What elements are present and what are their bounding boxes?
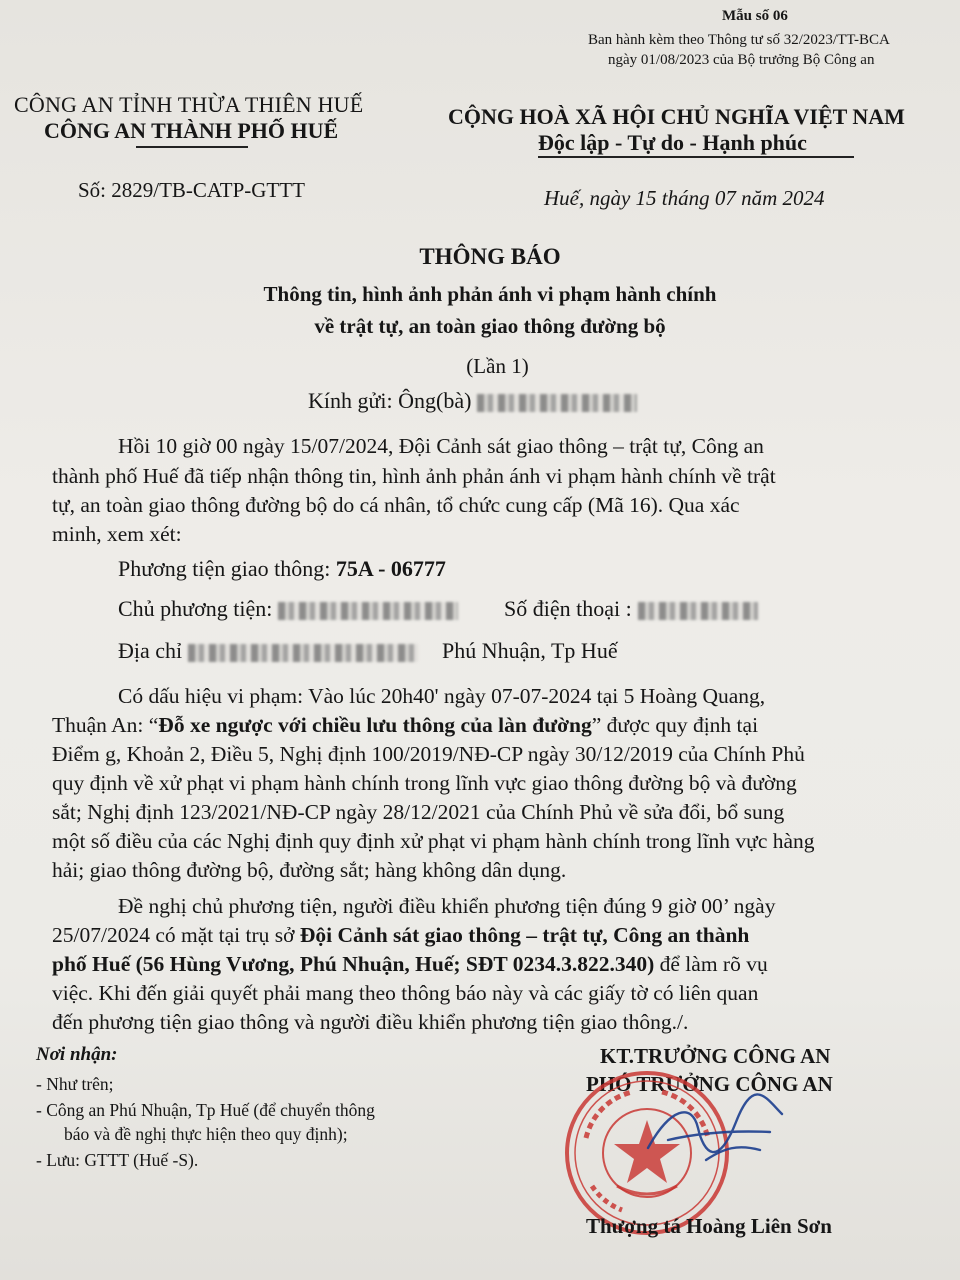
paragraph-3-line-4: việc. Khi đến giải quyết phải mang theo thông báo này và các giấy tờ có liên quan xyxy=(52,981,759,1005)
document-subtitle-line-1: Thông tin, hình ảnh phản ánh vi phạm hành chính xyxy=(263,282,717,306)
motto-underline xyxy=(538,156,854,158)
vehicle-line xyxy=(118,556,446,582)
owner-label: Chủ phương tiện: xyxy=(118,596,273,621)
phone-label: Số điện thoại : xyxy=(504,596,632,621)
redacted-name xyxy=(477,394,637,412)
form-reference-line-1: Ban hành kèm theo Thông tư số 32/2023/TT-BCA xyxy=(588,32,890,48)
recipient-item: báo và đề nghị thực hiện theo quy định); xyxy=(64,1124,348,1144)
recipient-line xyxy=(308,388,637,414)
agency-underline xyxy=(136,146,248,148)
paragraph-3-line-5: đến phương tiện giao thông và người điều khiển phương tiện giao thông./. xyxy=(52,1010,689,1034)
agency-name: CÔNG AN THÀNH PHỐ HUẾ xyxy=(44,118,339,143)
paragraph-1-line-2: thành phố Huế đã tiếp nhận thông tin, hình ảnh phản ánh vi phạm hành chính về trật xyxy=(52,464,776,488)
form-reference-line-2: ngày 01/08/2023 của Bộ trưởng Bộ Công an xyxy=(608,52,875,68)
signature-authority-line-1: KT.TRƯỞNG CÔNG AN xyxy=(600,1044,831,1068)
license-plate: 75A - 06777 xyxy=(335,556,446,581)
violation-prefix: Thuận An: “ xyxy=(52,713,159,737)
violation-suffix: ” được quy định tại xyxy=(591,713,759,737)
recipient-label: Kính gửi: Ông(bà) xyxy=(308,388,472,413)
agency-parent: CÔNG AN TỈNH THỪA THIÊN HUẾ xyxy=(14,92,364,117)
national-title: CỘNG HOÀ XÃ HỘI CHỦ NGHĨA VIỆT NAM xyxy=(448,104,905,129)
document-number: Số: 2829/TB-CATP-GTTT xyxy=(78,178,305,202)
appointment-date: 25/07/2024 có mặt tại trụ sở xyxy=(52,923,300,947)
paragraph-1-line-4: minh, xem xét: xyxy=(52,522,182,546)
paragraph-2-line-4: quy định về xử phạt vi phạm hành chính trong lĩnh vực giao thông đường bộ và đường xyxy=(52,771,797,795)
document-title: THÔNG BÁO xyxy=(419,244,561,269)
paragraph-2-line-5: sắt; Nghị định 123/2021/NĐ-CP ngày 28/12/2021 của Chính Phủ về sửa đổi, bổ sung xyxy=(52,800,785,824)
owner-line xyxy=(118,596,458,622)
paragraph-1-line-1: Hồi 10 giờ 00 ngày 15/07/2024, Đội Cảnh sát giao thông – trật tự, Công an xyxy=(118,434,764,458)
signature-authority-line-2: PHÓ TRƯỞNG CÔNG AN xyxy=(586,1072,833,1096)
paragraph-2-line-2 xyxy=(52,711,758,740)
national-motto: Độc lập - Tự do - Hạnh phúc xyxy=(538,130,807,155)
paragraph-2-line-7: hải; giao thông đường bộ, đường sắt; hàng không dân dụng. xyxy=(52,858,567,882)
recipient-item: - Như trên; xyxy=(36,1074,114,1094)
recipient-item: - Công an Phú Nhuận, Tp Huế (để chuyển thông xyxy=(36,1100,375,1120)
paragraph-1-line-3: tự, an toàn giao thông đường bộ do cá nhân, tổ chức cung cấp (Mã 16). Qua xác xyxy=(52,493,740,517)
redacted-address xyxy=(188,644,418,662)
form-number: Mẫu số 06 xyxy=(722,8,788,24)
redacted-phone xyxy=(638,602,758,620)
handwritten-signature-icon xyxy=(640,1088,790,1178)
notice-instance: (Lần 1) xyxy=(466,354,529,378)
redacted-owner xyxy=(278,602,458,620)
signer-name: Thượng tá Hoàng Liên Sơn xyxy=(586,1214,832,1238)
paragraph-2-line-6: một số điều của các Nghị định quy định xử phạt vi phạm hành chính trong lĩnh vực hàng xyxy=(52,829,815,853)
address-label: Địa chỉ xyxy=(118,638,183,663)
paragraph-3-line-3 xyxy=(52,950,768,979)
paragraph-2-line-1: Có dấu hiệu vi phạm: Vào lúc 20h40' ngày 07-07-2024 tại 5 Hoàng Quang, xyxy=(118,684,766,708)
document-date: Huế, ngày 15 tháng 07 năm 2024 xyxy=(544,186,825,210)
recipients-heading: Nơi nhận: xyxy=(36,1044,118,1065)
office-name: Đội Cảnh sát giao thông – trật tự, Công an thành xyxy=(299,923,750,947)
address-tail: Phú Nhuận, Tp Huế xyxy=(442,638,618,663)
paragraph-2-line-3: Điểm g, Khoản 2, Điều 5, Nghị định 100/2019/NĐ-CP ngày 30/12/2019 của Chính Phủ xyxy=(52,742,805,766)
paragraph-3-line-1: Đề nghị chủ phương tiện, người điều khiển phương tiện đúng 9 giờ 00’ ngày xyxy=(118,894,776,918)
violation-description: Đỗ xe ngược với chiều lưu thông của làn đường xyxy=(158,713,592,737)
address-line xyxy=(118,638,418,664)
document-subtitle-line-2: về trật tự, an toàn giao thông đường bộ xyxy=(314,314,666,338)
vehicle-label: Phương tiện giao thông: xyxy=(118,556,336,581)
phone-line xyxy=(504,596,758,622)
office-address: phố Huế (56 Hùng Vương, Phú Nhuận, Huế; SĐT 0234.3.822.340) xyxy=(52,952,655,976)
recipient-item: - Lưu: GTTT (Huế -S). xyxy=(36,1150,199,1170)
paragraph-3-line-3-tail: để làm rõ vụ xyxy=(654,952,768,976)
paragraph-3-line-2 xyxy=(52,921,749,950)
